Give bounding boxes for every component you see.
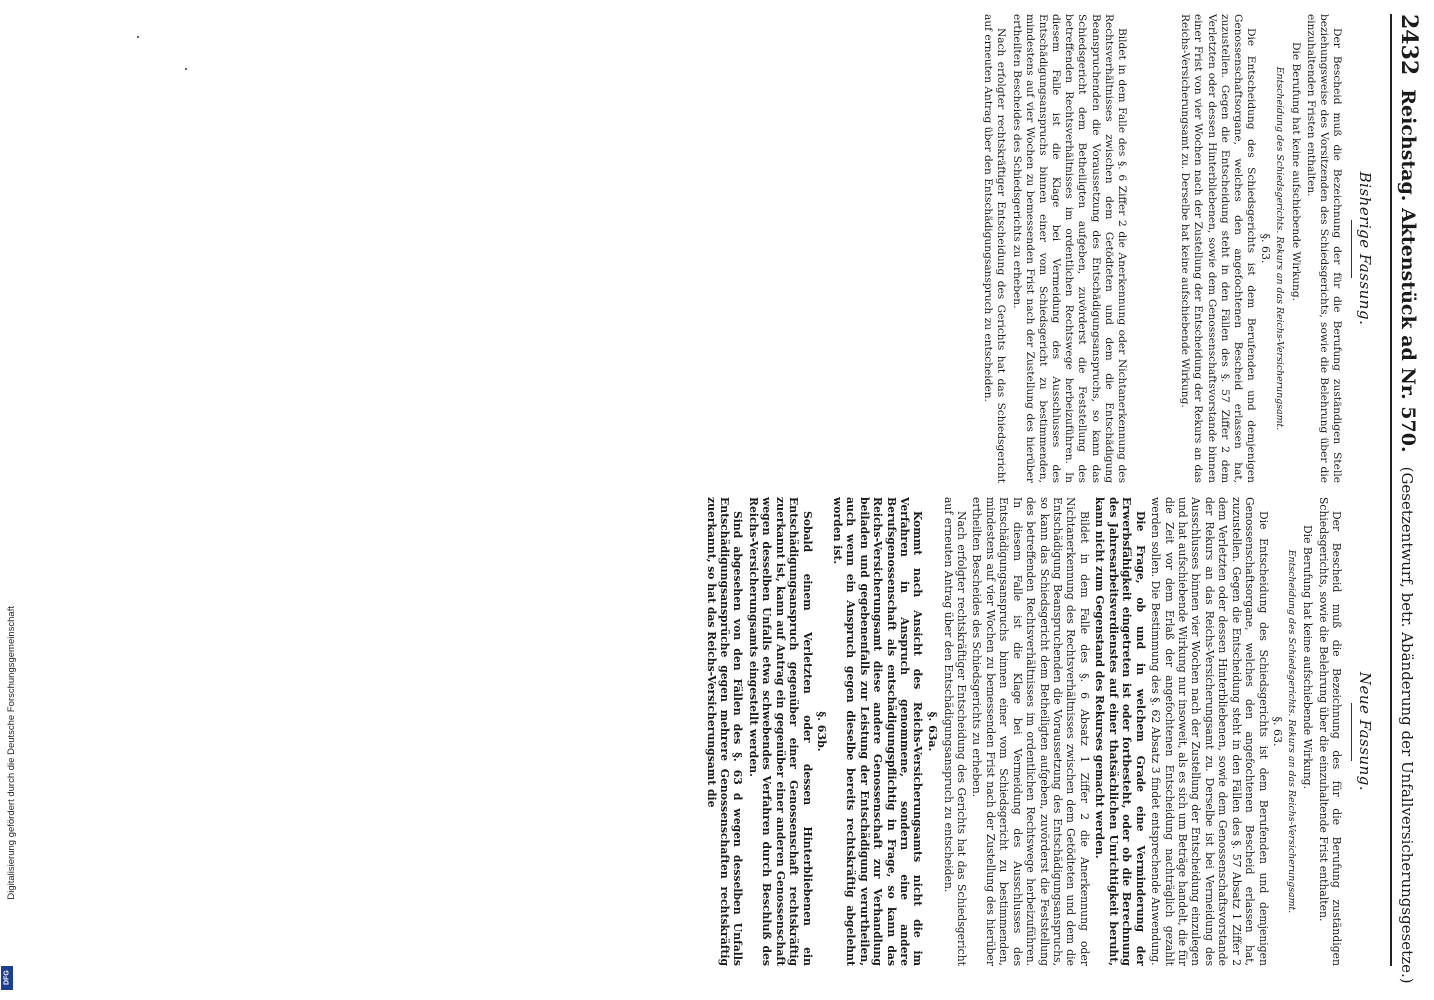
paragraph-number: §. 63a. — [926, 711, 940, 752]
digitization-note: Digitalisierung gefördert durch die Deutsche Forschungsgemeinschaft — [6, 606, 17, 900]
scan-speck — [137, 36, 139, 38]
paragraph: Bildet in dem Falle des §. 6 Ziffer 2 die Anerkennung oder Nichtanerkennung des Rechtsverhältnisses zwischen dem Getödteten und dem die Entschädigung Beanspruchenden die Voraussetzung des Entschädigungsanspruchs, so kann das Schiedsgericht dem Betheiligten aufgeben, zuvörderst die Feststellung des betreffenden Rechtsverhältnisses im ordentlichen Rechtswege herbeizuführen. In diesem Falle ist die Klage bei Vermeidung des Ausschlusses des Entschädigungsanspruchs binnen einer vom Schiedsgericht zu bestimmenden, mindestens auf vier Wochen zu bemessenden Frist nach der Zustellung des hierüber ertheilten Bescheides des Schiedsgerichts zu erheben. — [1010, 14, 1129, 483]
section-heading: Entscheidung des Schiedsgerichts. Rekurs an das Reichs-Versicherungsamt. — [1286, 549, 1298, 914]
page-header — [1390, 14, 1422, 984]
header-subtitle: (Gesetzentwurf, betr. Abänderung der Unfallversicherungsgesetze.) — [1398, 466, 1416, 984]
scan-speck — [185, 68, 187, 70]
paragraph: Sobald einem Verletzten oder dessen Hinterbliebenen ein Entschädigungsanspruch gegenüber einer Genossenschaft rechtskräftig zuerkannt ist, kann auf Antrag ein gegenüber einer anderen Genossenschaft wegen desselben Unfalls etwa schwebendes Verfahren durch Beschluß des Reichs-Versicherungsamts eingestellt werden. — [746, 497, 814, 966]
column-new-version — [702, 497, 1384, 966]
paragraph: Bildet in dem Falle des §. 6 Absatz 1 Ziffer 2 die Anerkennung oder Nichtanerkennung des Rechtsverhältnisses zwischen dem Getödteten und dem die Entschädigung Beanspruchenden die Voraussetzung des Entschädigungsanspruchs, so kann das Schiedsgericht dem Betheiligten aufgeben, zuvörderst die Feststellung des betreffenden Rechtsverhältnisses im ordentlichen Rechtswege herbeizuführen. In diesem Falle ist die Klage bei Vermeidung des Ausschlusses des Entschädigungsanspruchs binnen einer vom Schiedsgericht zu bestimmenden, mindestens auf vier Wochen zu bemessenden Frist nach der Zustellung des hierüber ertheilten Bescheides des Schiedsgerichts zu erheben. — [970, 497, 1091, 966]
divider — [1351, 703, 1352, 761]
paragraph: Die Berufung hat keine aufschiebende Wirkung. — [1301, 525, 1315, 790]
column-title-new: Neue Fassung. — [1356, 671, 1374, 792]
paragraph-number: §. 63. — [1258, 233, 1272, 264]
paragraph: Nach erfolgter rechtskräftiger Entscheidung des Gerichts hat das Schiedsgericht auf erneuten Antrag über den Entschädigungsanspruch zu entscheiden. — [941, 497, 968, 966]
paragraph: Die Entscheidung des Schiedsgerichts ist dem Berufenden und demjenigen Genossenschaftsorgane, welches den angefochtenen Bescheid erlassen hat, zuzustellen. Gegen die Entscheidung steht in den Fällen des §. 57 Absatz 1 Ziffer 2 dem Verletzten oder dessen Hinterbliebenen, sowie dem Genossenschaftsvorstande der Rekurs an das Reichs-Versicherungsamt zu. Derselbe ist bei Vermeidung des Ausschlusses binnen vier Wochen nach der Zustellung der Entscheidung einzulegen und hat aufschiebende Wirkung nur insoweit, als es sich um Beträge handelt, die für die Zeit vor dem Erlaß der angefochtenen Entscheidung nachträglich gezahlt werden sollen. Die Bestimmung des §. 62 Absatz 3 findet entsprechende Anwendung. — [1149, 497, 1270, 966]
paragraph: Der Bescheid muß die Bezeichnung der für die Berufung zuständigen Stelle beziehungsweise des Vorsitzenden des Schiedsgerichts, sowie die Belehrung über die einzuhaltenden Fristen enthalten. — [1304, 14, 1344, 483]
dfg-logo: DFG — [1, 966, 13, 990]
paragraph: Sind abgesehen von den Fällen des §. 63 d wegen desselben Unfalls Entschädigungsansprüche gegen mehrere Genossenschaften rechtskräftig zuerkannt, so hat das Reichs-Versicherungsamt die — [704, 497, 745, 966]
divider — [1351, 220, 1352, 278]
page-number: 2432 — [1396, 14, 1422, 76]
paragraph: Die Frage, ob und in welchem Grade eine Verminderung der Erwerbsfähigkeit eingetreten ist oder fortbesteht, oder ob die Berechnung des Jahresarbeitsverdienstes auf einer thatsächlichen Unrichtigkeit beruht, kann nicht zum Gegenstand des Rekurses gemacht werden. — [1093, 497, 1147, 966]
paragraph: Kommt nach Ansicht des Reichs-Versicherungsamts nicht die im Verfahren in Anspruch genommene, sondern eine andere Berufsgenossenschaft als entschädigungspflichtig in Frage, so kann das Reichs-Versicherungsamt diese andere Genossenschaft zur Verhandlung beiladen und gegebenenfalls zur Leistung der Entschädigung verurtheilen, auch wenn ein Anspruch gegen dieselbe bereits rechtskräftig abgelehnt worden ist. — [830, 497, 925, 966]
header-title: Reichstag. Aktenstück ad Nr. 570. — [1397, 89, 1419, 453]
column-title-old: Bisherige Fassung. — [1356, 171, 1374, 326]
paragraph-number: §. 63b. — [815, 711, 829, 752]
paragraph: Der Bescheid muß die Bezeichnung des für die Berufung zuständigen Schiedsgerichts, sowie die Belehrung über die einzuhaltende Frist enthalten. — [1316, 497, 1344, 966]
column-old-version — [702, 14, 1384, 483]
two-column-body — [702, 14, 1384, 966]
paragraph: Die Berufung hat keine aufschiebende Wirkung. — [1289, 42, 1302, 302]
spacer — [1128, 14, 1176, 483]
paragraph: Die Entscheidung des Schiedsgerichts ist dem Berufenden und demjenigen Genossenschaftsorgane, welches den angefochtenen Bescheid erlassen hat, zuzustellen. Gegen die Entscheidung steht in den Fällen des §. 57 Ziffer 2 dem Verletzten oder dessen Hinterbliebenen, sowie dem Genossenschaftsvorstande binnen einer Frist von vier Wochen nach der Zustellung der Entscheidung der Rekurs an das Reichs-Versicherungsamt zu. Derselbe hat keine aufschiebende Wirkung. — [1179, 14, 1258, 483]
paragraph: Nach erfolgter rechtskräftiger Entscheidung des Gerichts hat das Schiedsgericht auf erneuten Antrag über den Entschädigungsanspruch zu entscheiden. — [982, 14, 1008, 483]
paragraph-number: §. 63. — [1271, 716, 1285, 747]
section-heading: Entscheidung des Schiedsgerichts. Rekurs an das Reichs-Versicherungsamt. — [1273, 66, 1285, 431]
